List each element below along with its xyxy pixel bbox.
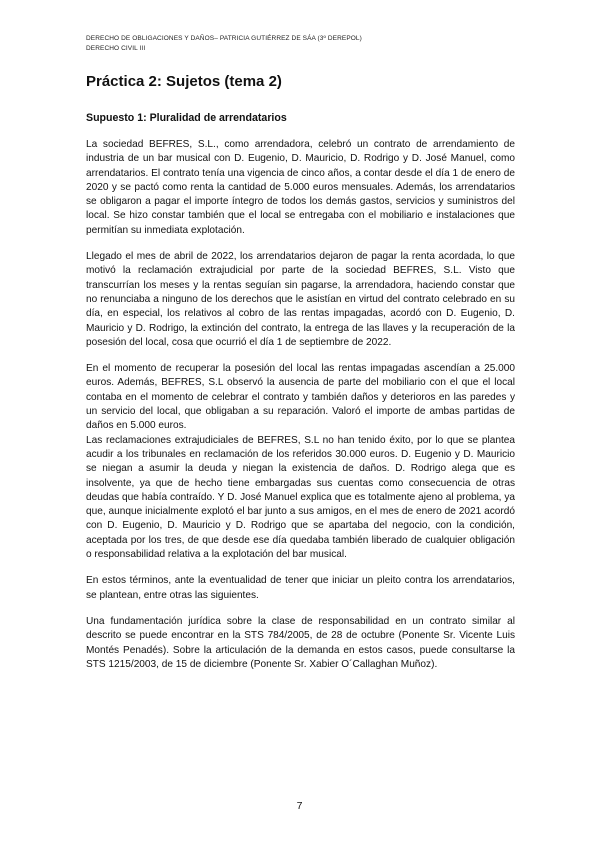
paragraph-2: Llegado el mes de abril de 2022, los arrendatarios dejaron de pagar la renta acordada, lo que motivó la reclamación extrajudicial por parte de la sociedad BEFRES, S.L. Visto que transcurrían los meses y la rentas seguían sin pagarse, la arrendadora, haciendo constar que no renunciaba a ninguno de los derechos que le asistían en virtud del contrato celebrado en su día, en especial, los relativos al cobro de las rentas impagadas, acordó con D. Eugenio, D. Mauricio y D. Rodrigo, la extinción del contrato, la entrega de las llaves y la recuperación de la posesión del local, cosa que ocurrió el día 1 de septiembre de 2022. — [86, 251, 515, 348]
running-header — [86, 34, 362, 54]
case-subtitle: Supuesto 1: Pluralidad de arrendatarios — [86, 112, 287, 124]
page-number: 7 — [296, 800, 303, 812]
practice-title: Práctica 2: Sujetos (tema 2) — [86, 73, 282, 90]
paragraph-6: Una fundamentación jurídica sobre la clase de responsabilidad en un contrato similar al descrito se puede encontrar en la STS 784/2005, de 28 de octubre (Ponente Sr. Vicente Luis Montés Penadés). Sobre la articulación de la demanda en estos casos, puede consultarse la STS 1215/2003, de 15 de diciembre (Ponente Sr. Xabier O´Callaghan Muñoz). — [86, 615, 515, 670]
paragraph-5: En estos términos, ante la eventualidad de tener que iniciar un pleito contra los arrendatarios, se plantean, entre otras las siguientes. — [86, 575, 515, 601]
paragraph-4: Las reclamaciones extrajudiciales de BEFRES, S.L no han tenido éxito, por lo que se plantea acudir a los tribunales en reclamación de los referidos 30.000 euros. D. Eugenio y D. Mauricio se niegan a asumir la deuda y niegan la existencia de daños. D. Rodrigo alega que es insolvente, ya que de hecho tiene embargadas sus cuentas como consecuencia de otras deudas que había contraído. Y D. José Manuel explica que es totalmente ajeno al problema, ya que, aunque inicialmente explotó el bar junto a sus amigos, en el mes de enero de 2021 acordó con D. Eugenio, D. Mauricio y D. Rodrigo que se apartaba del negocio, con la condición, aceptada por los tres, de que desde ese día quedaba también liberado de cualquier obligación o responsabilidad relativa a la explotación del bar musical. — [86, 434, 515, 561]
header-course-line: DERECHO DE OBLIGACIONES Y DAÑOS– PATRICIA GUTIÉRREZ DE SÁA (3º DEREPOL) — [86, 35, 362, 42]
paragraph-1: La sociedad BEFRES, S.L., como arrendadora, celebró un contrato de arrendamiento de industria de un bar musical con D. Eugenio, D. Mauricio, D. Rodrigo y D. José Manuel, como arrendatarios. El contrato tenía una vigencia de cinco años, a contar desde el día 1 de enero de 2020 y se pactó como renta la cantidad de 5.000 euros mensuales. Además, los arrendatarios se obligaron a pagar el importe íntegro de todos los demás gastos, servicios y suministros del local. Se hizo constar también que el local se entregaba con el mobiliario e instalaciones que permitían su inmediata explotación. — [86, 139, 515, 236]
case-body — [86, 138, 515, 684]
paragraph-3: En el momento de recuperar la posesión del local las rentas impagadas ascendían a 25.000 euros. Además, BEFRES, S.L observó la ausencia de parte del mobiliario con el que el local contaba en el momento de celebrar el contrato y también daños y deterioros en las paredes y un servicio del local, que obligaban a su reparación. Valoró el importe de ambas partidas de daños en 5.000 euros. — [86, 363, 515, 432]
header-subject-line: DERECHO CIVIL III — [86, 45, 146, 52]
